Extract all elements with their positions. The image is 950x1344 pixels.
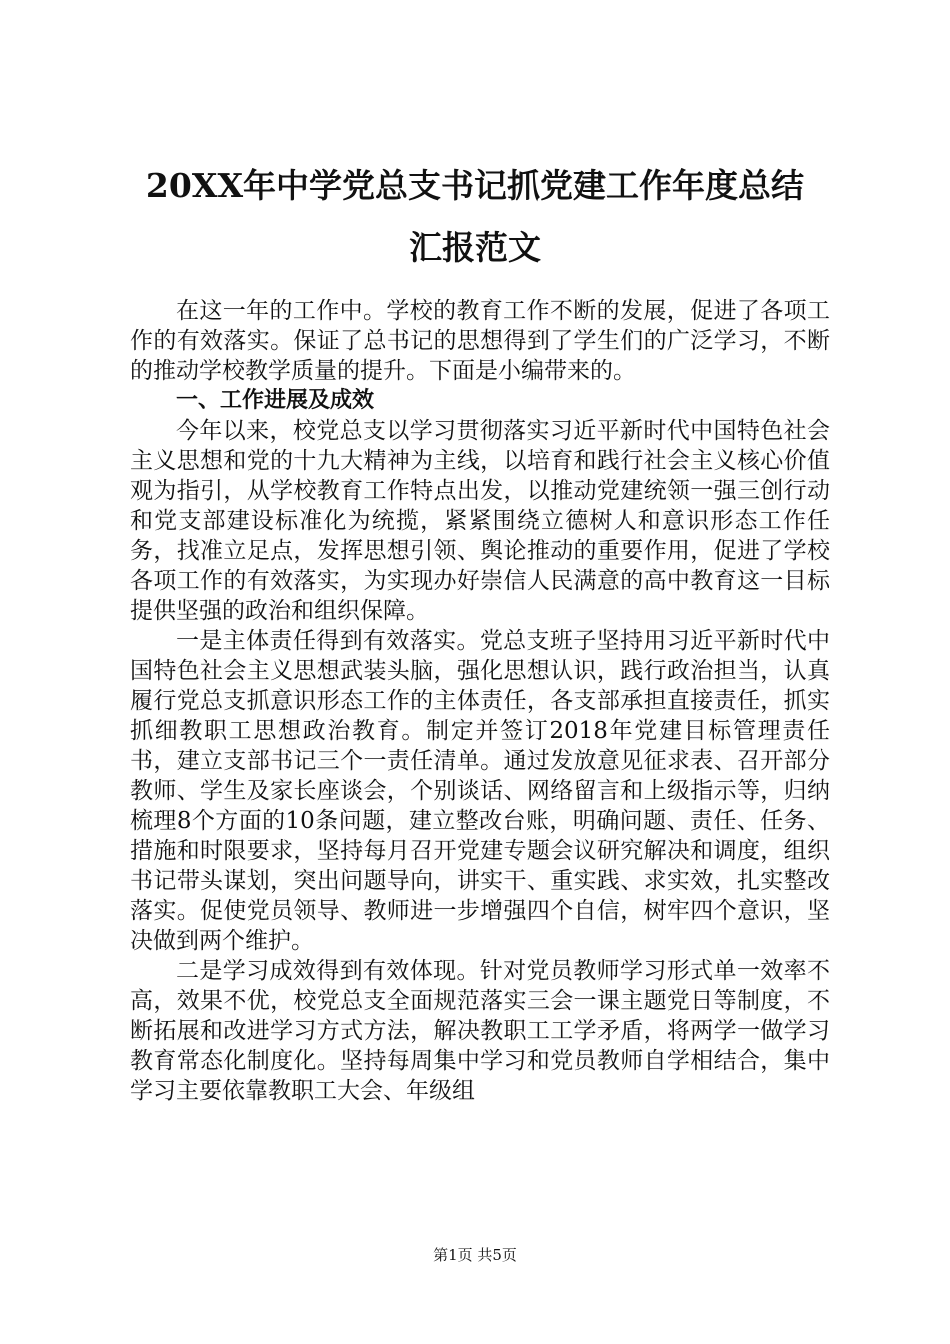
document-body bbox=[130, 296, 830, 1106]
intro-paragraph: 在这一年的工作中。学校的教育工作不断的发展，促进了各项工作的有效落实。保证了总书记的思想得到了学生们的广泛学习，不断的推动学校教学质量的提升。下面是小编带来的。 bbox=[130, 298, 830, 384]
body-paragraph: 一是主体责任得到有效落实。党总支班子坚持用习近平新时代中国特色社会主义思想武装头脑，强化思想认识，践行政治担当，认真履行党总支抓意识形态工作的主体责任，各支部承担直接责任，抓实抓细教职工思想政治教育。制定并签订2018年党建目标管理责任书，建立支部书记三个一责任清单。通过发放意见征求表、召开部分教师、学生及家长座谈会，个别谈话、网络留言和上级指示等，归纳梳理8个方面的10条问题，建立整改台账，明确问题、责任、任务、措施和时限要求，坚持每月召开党建专题会议研究解决和调度，组织书记带头谋划，突出问题导向，讲实干、重实践、求实效，扎实整改落实。促使党员领导、教师进一步增强四个自信，树牢四个意识，坚决做到两个维护。 bbox=[130, 628, 830, 954]
page-footer: 第1页 共5页 bbox=[433, 1246, 517, 1264]
body-paragraph: 二是学习成效得到有效体现。针对党员教师学习形式单一效率不高，效果不优，校党总支全面规范落实三会一课主题党日等制度，不断拓展和改进学习方式方法，解决教职工工学矛盾，将两学一做学习教育常态化制度化。坚持每周集中学习和党员教师自学相结合，集中学习主要依靠教职工大会、年级组 bbox=[130, 958, 830, 1104]
document-title-line-2: 汇报范文 bbox=[409, 228, 541, 267]
section-heading: 一、工作进展及成效 bbox=[176, 388, 375, 413]
body-paragraph: 今年以来，校党总支以学习贯彻落实习近平新时代中国特色社会主义思想和党的十九大精神为主线，以培育和践行社会主义核心价值观为指引，从学校教育工作特点出发，以推动党建统领一强三创行动和党支部建设标准化为统揽，紧紧围绕立德树人和意识形态工作任务，找准立足点，发挥思想引领、舆论推动的重要作用，促进了学校各项工作的有效落实，为实现办好崇信人民满意的高中教育这一目标提供坚强的政治和组织保障。 bbox=[130, 418, 830, 624]
document-title-line-1: 20XX年中学党总支书记抓党建工作年度总结 bbox=[145, 166, 805, 205]
